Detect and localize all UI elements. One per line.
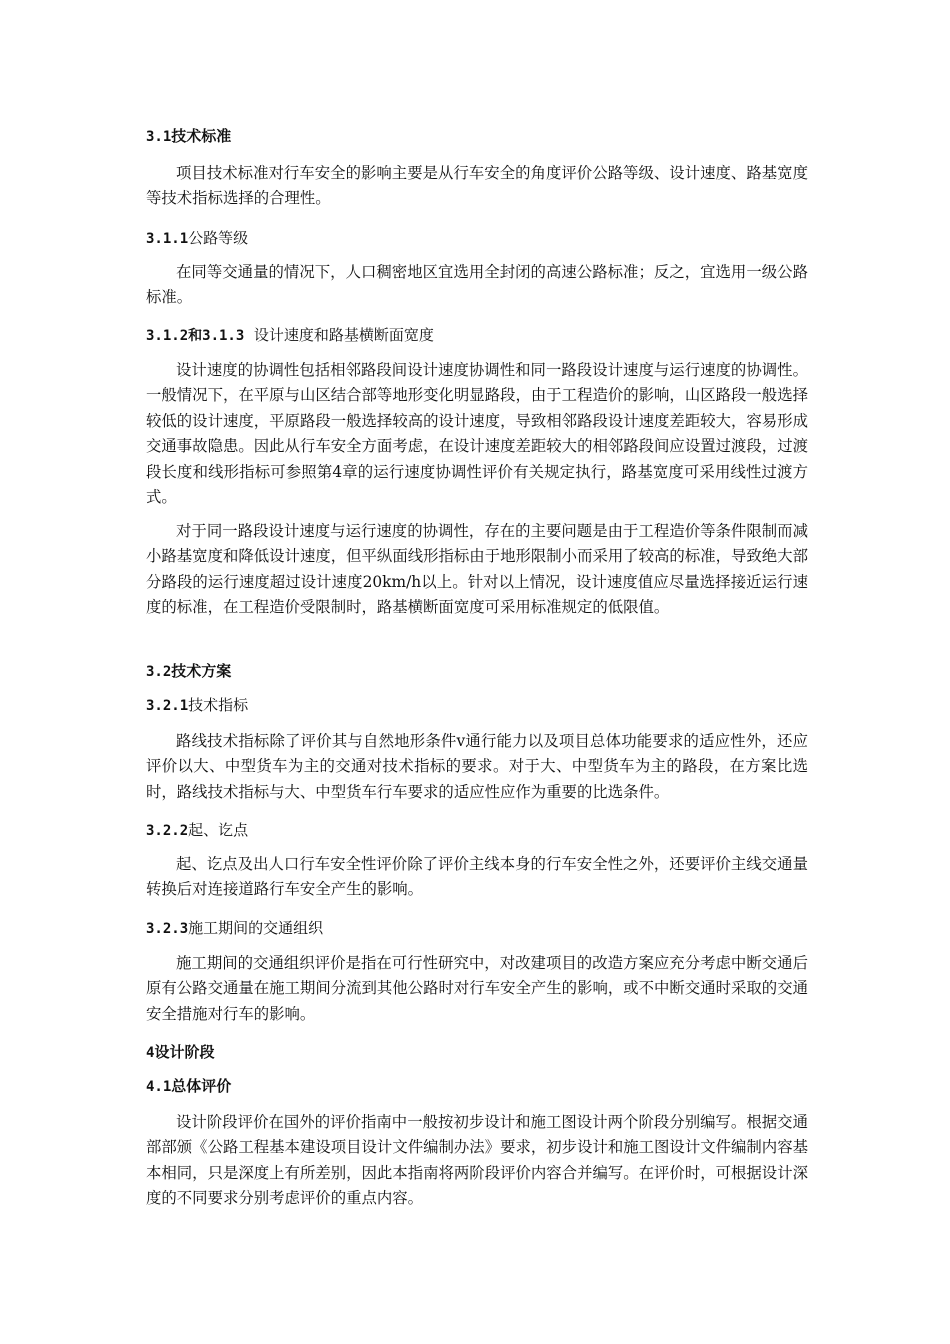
section-title: 技术方案 [171,662,232,680]
paragraph-3-1-1: 在同等交通量的情况下，人口稠密地区宜选用全封闭的高速公路标准；反之，宜选用一级公路标准。 [146,263,808,307]
section-title: 设计速度和路基横断面宽度 [253,326,434,344]
section-title: 公路等级 [188,229,249,247]
section-title: 技术指标 [188,696,249,714]
paragraph-4-1: 设计阶段评价在国外的评价指南中一般按初步设计和施工图设计两个阶段分别编写。根据交通部部颁《公路工程基本建设项目设计文件编制办法》要求，初步设计和施工图设计文件编制内容基本相同，只是深度上有所差别，因此本指南将两阶段评价内容合并编写。在评价时，可根据设计深度的不同要求分别考虑评价的重点内容。 [146,1113,808,1208]
heading-3-2-3 [146,918,323,939]
heading-4 [146,1042,214,1063]
section-number: 3.2 [146,664,172,680]
paragraph-3-2-2: 起、讫点及出人口行车安全性评价除了评价主线本身的行车安全性之外，还要评价主线交通量转换后对连接道路行车安全产生的影响。 [146,855,808,899]
section-number: 4.1 [146,1079,172,1095]
heading-3-1-2 [146,325,434,346]
section-number: 3.2.1 [146,698,189,714]
section-number: 3.2.3 [146,921,189,937]
paragraph-3-2-1: 路线技术指标除了评价其与自然地形条件v通行能力以及项目总体功能要求的适应性外，还应评价以大、中型货车为主的交通对技术指标的要求。对于大、中型货车为主的路段，在方案比选时，路线技术指标与大、中型货车行车要求的适应性应作为重要的比选条件。 [146,732,808,801]
section-title: 起、讫点 [188,821,249,839]
heading-3-1 [146,126,231,147]
heading-3-2-1 [146,695,248,716]
section-title: 总体评价 [171,1077,232,1095]
paragraph-3-2-3: 施工期间的交通组织评价是指在可行性研究中，对改建项目的改造方案应充分考虑中断交通后原有公路交通量在施工期间分流到其他公路时对行车安全产生的影响，或不中断交通时采取的交通安全措施对行车的影响。 [146,954,808,1023]
section-title: 设计阶段 [154,1043,215,1061]
section-title: 技术标准 [171,127,232,145]
paragraph-3-1-2-a: 设计速度的协调性包括相邻路段间设计速度协调性和同一路段设计速度与运行速度的协调性。一般情况下，在平原与山区结合部等地形变化明显路段，由于工程造价的影响，山区路段一般选择较低的设计速度，平原路段一般选择较高的设计速度，导致相邻路段设计速度差距较大，容易形成交通事故隐患。因此从行车安全方面考虑，在设计速度差距较大的相邻路段间应设置过渡段，过渡段长度和线形指标可参照第4章的运行速度协调性评价有关规定执行，路基宽度可采用线性过渡方式。 [146,361,808,507]
section-number: 3.1.2和3.1.3 [146,328,245,344]
section-title: 施工期间的交通组织 [188,919,324,937]
heading-3-1-1 [146,228,248,249]
heading-4-1 [146,1076,231,1097]
section-number: 4 [146,1045,155,1061]
section-number: 3.1.1 [146,231,189,247]
section-number: 3.2.2 [146,823,189,839]
paragraph-3-1: 项目技术标准对行车安全的影响主要是从行车安全的角度评价公路等级、设计速度、路基宽度等技术指标选择的合理性。 [146,164,808,208]
section-number: 3.1 [146,129,172,145]
heading-3-2-2 [146,820,248,841]
paragraph-3-1-2-b: 对于同一路段设计速度与运行速度的协调性，存在的主要问题是由于工程造价等条件限制而减小路基宽度和降低设计速度，但平纵面线形指标由于地形限制小而采用了较高的标准，导致绝大部分路段的运行速度超过设计速度20km/h以上。针对以上情况，设计速度值应尽量选择接近运行速度的标准，在工程造价受限制时，路基横断面宽度可采用标准规定的低限值。 [146,522,808,617]
heading-3-2 [146,661,231,682]
